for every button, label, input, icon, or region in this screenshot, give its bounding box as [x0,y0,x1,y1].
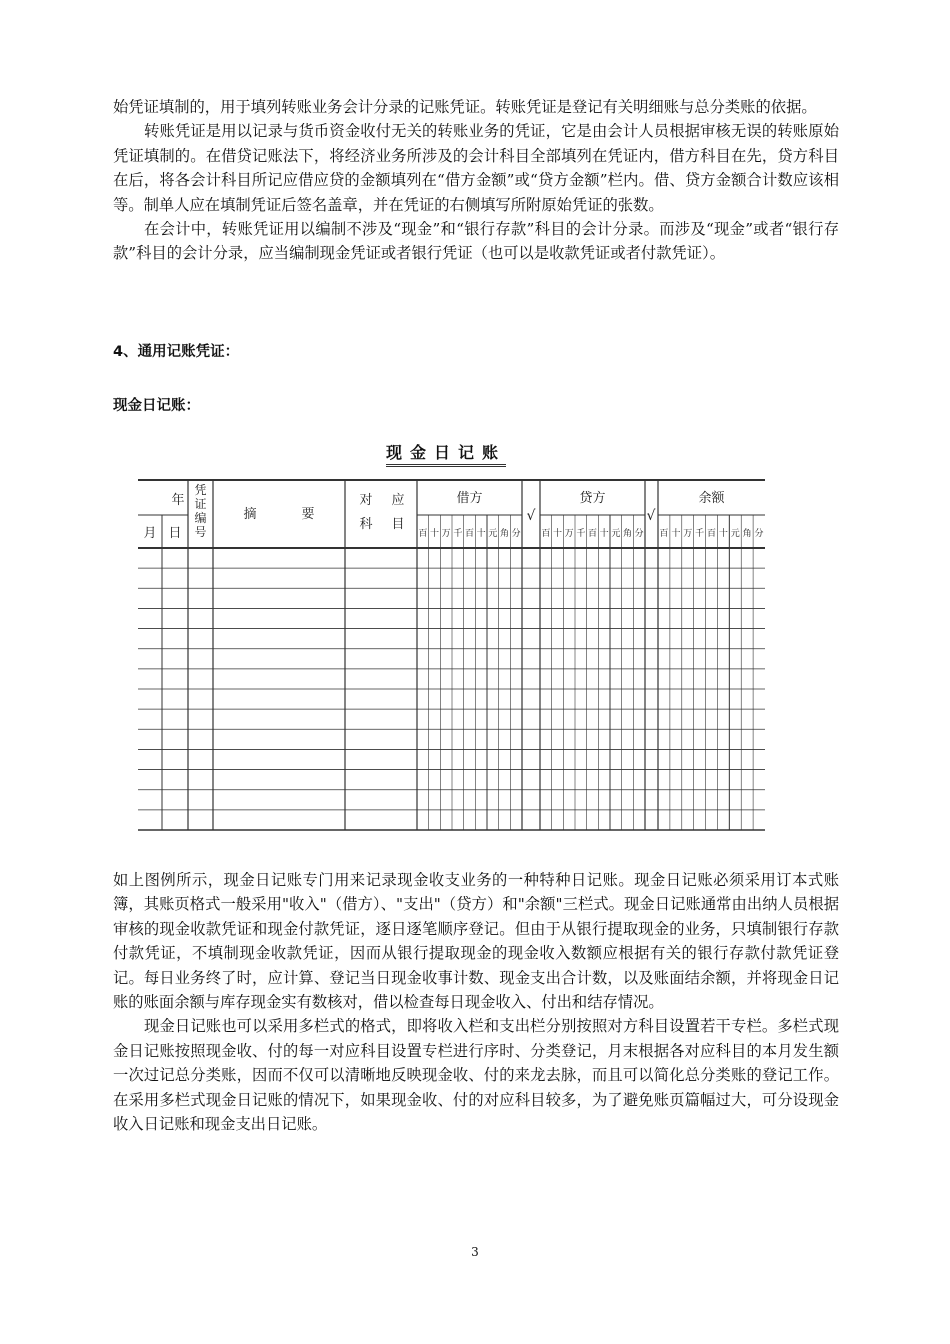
page-number: 3 [471,1245,479,1259]
paragraph: 在会计中，转账凭证用以编制不涉及“现金”和“银行存款”科目的会计分录。而涉及“现金”或者“银行存款”科目的会计分录，应当编制现金凭证或者银行凭证（也可以是收款凭证或者付款凭证）。 [113,220,839,263]
check-mark-label: √ [526,508,536,524]
paragraph: 现金日记账也可以采用多栏式的格式，即将收入栏和支出栏分别按照对方科目设置若干专栏。多栏式现金日记账按照现金收、付的每一对应科目设置专栏进行序时、分类登记，月末根据各对应科目的本月发生额一次过记总分类账，因而不仅可以清晰地反映现金收、付的来龙去脉，而且可以简化总分类账的登记工作。在采用多栏式现金日记账的情况下，如果现金收、付的对应科目较多，为了避免账页篇幅过大，可分设现金收入日记账和现金支出日记账。 [113,1017,839,1134]
digit-label: 万 [441,529,451,539]
section-heading: 4、通用记账凭证： [113,344,240,360]
voucher-number-label: 编 [194,511,207,525]
digit-label: 百 [659,529,669,539]
digit-label: 十 [671,529,681,539]
digit-label: 百 [418,529,428,539]
subsection-heading: 现金日记账： [113,398,200,414]
month-label: 月 [143,526,157,541]
digit-label: 万 [564,529,574,539]
paragraph: 始凭证填制的，用于填列转账业务会计分录的记账凭证。转账凭证是登记有关明细账与总分类账的依据。 [113,98,817,116]
ledger-title: 现金日记账 [386,440,506,467]
account-label: 应 [391,493,405,508]
balance-label: 余额 [698,491,725,506]
digit-label: 百 [541,529,551,539]
voucher-number-label: 证 [194,497,207,511]
summary-label: 摘 [243,507,257,522]
digit-label: 十 [476,529,486,539]
digit-label: 千 [695,529,705,539]
paragraph: 转账凭证是用以记录与货币资金收付无关的转账业务的凭证，它是由会计人员根据审核无误的转账原始凭证填制的。在借贷记账法下，将经济业务所涉及的会计科目全部填列在凭证内，借方科目在先，贷方科目在后，将各会计科目所记应借应贷的金额填列在“借方金额”或“贷方金额”栏内。借、贷方金额合计数应该相等。制单人应在填制凭证后签名盖章，并在凭证的右侧填写所附原始凭证的张数。 [113,122,839,214]
digit-label: 分 [634,529,644,539]
digit-label: 元 [611,529,621,539]
digit-label: 十 [429,529,440,539]
digit-label: 元 [488,529,498,539]
account-label: 对 [359,493,373,508]
digit-label: 百 [464,529,475,539]
account-label: 科 [359,517,373,532]
digit-label: 分 [511,529,521,539]
voucher-number-label: 凭 [194,483,207,497]
day-label: 日 [168,526,182,541]
digit-label: 分 [754,529,764,539]
digit-label: 万 [683,529,693,539]
digit-label: 角 [622,529,633,539]
explanation-text [113,868,839,1136]
year-label: 年 [171,493,185,508]
digit-label: 十 [552,529,563,539]
digit-label: 千 [576,529,586,539]
digit-label: 十 [599,529,609,539]
paragraph: 如上图例所示，现金日记账专门用来记录现金收支业务的一种特种日记账。现金日记账必须采用订本式账簿，其账页格式一般采用"收入"（借方）、"支出"（贷方）和"余额"三栏式。现金日记账通常由出纳人员根据审核的现金收款凭证和现金付款凭证，逐日逐笔顺序登记。但由于从银行提取现金的业务，只填制银行存款付款凭证，不填制现金收款凭证，因而从银行提取现金的现金收入数额应根据有关的银行存款付款凭证登记。每日业务终了时，应计算、登记当日现金收事计数、现金支出合计数，以及账面结余额，并将现金日记账的账面余额与库存现金实有数核对，借以检查每日现金收入、付出和结存情况。 [113,871,839,1012]
digit-label: 角 [499,529,510,539]
debit-label: 借方 [456,491,483,506]
digit-label: 千 [453,529,463,539]
credit-label: 贷方 [579,491,606,506]
summary-label: 要 [301,507,315,522]
digit-label: 百 [706,529,717,539]
digit-label: 元 [730,529,740,539]
digit-label: 百 [587,529,598,539]
check-mark-label: √ [646,508,656,524]
account-label: 目 [391,517,405,532]
digit-label: 十 [718,529,728,539]
voucher-number-label: 号 [194,525,207,539]
digit-label: 角 [742,529,752,539]
